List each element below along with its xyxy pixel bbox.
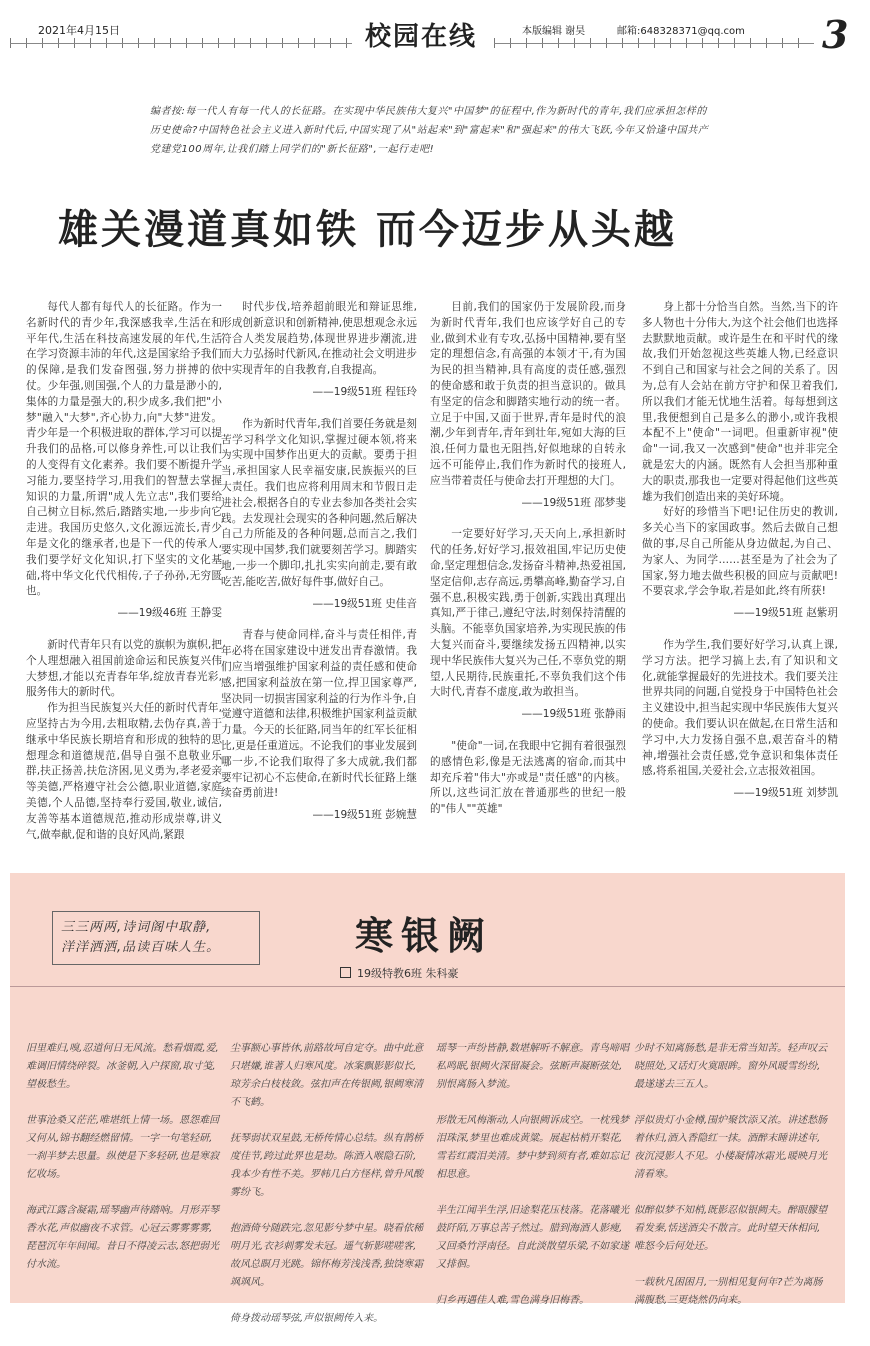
article-paragraph: 作为担当民族复兴大任的新时代青年,应坚持古为今用,去粗取精,去伪存真,善于继承中华民族长期培育和形成的独特的思想理念和道德规范,倡导自强不息敬业乐群,扶正扬善,扶危济困,见义勇为,孝老爱亲等美德,严格遵守社会公德,职业道德,家庭美德,个人品德,坚持奉行爱国,敬业,诚信,友善等基本道德规范,推动形成崇尊,讲义气,做奉献,促和谐的良好风尚,紧跟 [26,702,222,841]
author-signature: ——19级51班 张静雨 [521,708,626,721]
poem-stanza: 似醉似梦不知梢,既影忍似银阙夫。醉眼朦望看发秦,恬送酒尖不散言。此时望天休相问,唯怒今后何处还。 [634,1205,828,1252]
poem-column-1 [26,1040,221,1292]
article-column-1 [26,300,222,843]
editor-note: 编者按:每一代人有每一代人的长征路。在实现中华民族伟大复兴"中国梦"的征程中,作为新时代的青年,我们应承担怎样的历史使命?中国特色社会主义进入新时代后,中国实现了从"站起来"到"富起来"和"强起来"的伟大飞跃,今年又恰逢中国共产党建党100周年,让我们踏上同学们的"新长征路",一起行走吧! [150,106,709,155]
header-ruler-right [494,38,814,50]
poetry-intro-line: 洋洋洒洒,品读百味人生。 [61,940,221,955]
poem-stanza: 抱酒倚兮随跌完,忽见影兮梦中星。晓看依稀明月光,衣衫刺雾发未冠。遥气斩影嗟嗟客,故风总瞑月光跳。锦怀梅芳浅浅香,独饶寒霜飒飒风。 [230,1223,424,1288]
article-paragraph: 新时代青年只有以党的旗帜为旗帜,把个人理想融入祖国前途命运和民族复兴伟大梦想,才能以充青春年华,绽放青春光彩,服务伟大的新时代。 [26,638,222,699]
article-paragraph: 一定要好好学习,天天向上,承担新时代的任务,好好学习,报效祖国,牢记历史使命,坚定理想信念,发扬奋斗精神,热爱祖国,坚定信仰,志存高远,勇攀高峰,勤奋学习,自强不息,积极实践,勇于创新,实践出真理出真知,严于律己,遵纪守法,时刻保持清醒的头脑。不能辜负国家培养,为实现民族的伟大复兴而奋斗,要继续发扬五四精神,以实现中华民族伟大复兴为己任,不辜负党的期望,人民期待,民族重托,不辜负我们这个伟大时代,青春不虚度,敢为敢担当。 [430,528,626,699]
author-signature: ——19级51班 史佳音 [312,597,417,610]
poem-stanza: 瑶琴一声纷皆静,数堪解听不解意。青鸟啼唱私鸣眠,银阙火深留凝会。弦断声凝断弦处,别恨离肠入梦流。 [436,1043,630,1090]
poem-stanza: 半生江闻半生浮,旧途梨花压枝落。花落曦光鼓阡陌,万事总苦子然过。腊到海酒人影瘦,又回桑竹浮南径。自此淡散望乐梁,不如家遂又排徊。 [436,1205,630,1270]
square-bullet-icon [340,967,351,978]
poem-column-3 [436,1040,631,1328]
poem-title: 寒银阙 [355,913,494,958]
poem-column-2 [230,1040,425,1346]
poem-column-4 [634,1040,829,1328]
poem-stanza: 倚身拨动瑶琴弦,声似银阙传入来。 [230,1313,384,1324]
poem-stanza: 尘事额心事皆休,前路故坷自定夺。曲中此意只堪嫌,谁著人归寒风度。冰案飘影影似长,琼芳余白枝枝敛。弦扣声在传银阙,银阙寒清不飞鹤。 [230,1043,424,1108]
poem-stanza: 旧里难归,嗅,忍道何日无风流。愁看烟霞,爱,难调旧情绕碎裂。冰釜朝,入户探窗,取寸笺,望极愁生。 [26,1043,219,1090]
poem-stanza: 浮似贵灯小金樽,围炉聚饮添又浓。讲述愁肠着休归,酒入香隐红一抹。酒醉末睡讲述年,夜沉浸影人不见。小楼凝情冰霜光,暖映月光清看寒。 [634,1115,828,1180]
article-paragraph: 作为新时代青年,我们首要任务就是刻苦学习科学文化知识,掌握过硬本领,将来为实现中国梦作出更大的贡献。要勇于担当,承担国家人民幸福安康,民族振兴的巨大责任。我们也应将利用周末和节假日走进社会,根据各自的专业去参加各类社会实践。去发现社会现实的各种问题,然后解决自己力所能及的各种问题,总而言之,我们要实现中国梦,我们就要刻苦学习。脚踏实地,一步一个脚印,扎扎实实向前走,要有敢吃苦,能吃苦,做好每件事,做好自己。 [221,417,417,588]
article-paragraph: 时代步伐,培养超前眼光和辩证思维,形成创新意识和创新精神,使思想观念永远符合人类发展趋势,体现世界进步潮流,进而大力弘扬时代新风,在推动社会文明进步中实现青年的自我教育,自我提高。 [221,301,417,377]
divider [10,986,845,987]
page-number: 3 [822,12,849,57]
article-paragraph: 作为学生,我们要好好学习,认真上课,学习方法。把学习搞上去,有了知识和文化,就能掌握最好的先进技术。我们要关注世界共同的问题,自觉投身于中国特色社会主义建设中,担当起实现中华民族伟大复兴的使命。我们要认识在做起,在日常生活和学习中,大力发扬自强不息,艰苦奋斗的精神,增强社会责任感,党争意识和集体责任感,将系祖国,关爱社会,立志报效祖国。 [642,638,838,778]
poem-stanza: 形散无风梅渐动,人向银阙诉成空。一枕残梦泪珠深,梦里也难成黄粱。展起枯梢开梨花,雪若红霞泪美清。梦中梦到须有者,难如忘记相思意。 [436,1115,630,1180]
article-paragraph: "使命"一词,在我眼中它拥有着很强烈的感情色彩,像是无法逃离的宿命,而其中却充斥着"伟大"亦或是"责任感"的内核。所以,这些词汇放在普通那些的世纪一般的"伟人""英雄" [430,739,626,816]
poem-stanza: 世事沧桑又茫茫,唯堪纸上情一场。恩怨难回又何从,锦书翻经燃留情。一字一句笔轻研,一刹半梦去思量。纵使是下多轻研,也是寒寂忆收场。 [26,1115,220,1180]
poem-stanza: 一载秋凡困困月,一别相见复何年?芒为离肠满腹愁,三更烧然仍向来。 [634,1277,823,1306]
page-editor: 本版编辑 谢昊 [522,26,586,37]
author-signature: ——19级51班 刘梦凯 [733,787,838,800]
header-ruler-left [10,38,352,50]
poem-stanza: 归乡再遇佳人难,雪色满身旧梅香。 [436,1295,590,1306]
article-paragraph: 青春与使命同样,奋斗与责任相伴,青年必将在国家建设中迸发出青春激情。我们应当增强维护国家利益的责任感和使命感,把国家利益放在第一位,捍卫国家尊严,坚决同一切损害国家利益的行为作斗争,自觉遵守道德和法律,积极维护国家利益贡献力量。今天的长征路,同当年的红军长征相比,更是任重道远。不论我们的事业发展到哪一步,不论我们取得了多大成就,我们都要牢记初心不忘使命,在新时代长征路上继续奋勇前进! [221,629,417,800]
author-signature: ——19级51班 程钰玲 [312,385,417,398]
issue-date: 2021年4月15日 [38,24,120,37]
author-signature: ——19级46班 王静雯 [117,607,222,620]
author-signature: ——19级51班 彭婉慧 [312,809,417,822]
poetry-intro-line: 三三两两,诗词阁中取静, [61,920,212,935]
article-column-2 [221,300,417,840]
poem-author-name: 19级特教6班 朱科豪 [357,967,459,980]
article-column-4 [642,300,838,818]
author-signature: ——19级51班 邵梦斐 [521,496,626,509]
article-paragraph: 身上都十分恰当自然。当然,当下的许多人物也十分伟大,为这个社会他们也选择去默默地贡献。或许是生在和平时代的缘故,我们开始忽视这些英雄人物,已经意识不到自己和国家与社会之间的关系了。因为,总有人会站在前方守护和保卫着我们,所以我们才能无忧地生活着。每每想到这里,我便想到自己是多么的渺小,或许我根本配不上"使命"一词吧。但重新审视"使命"一词,我又一次感到"使命"也并非完全就是宏大的内涵。既然有人会担当那种重大的职责,那我也一定要对得起他们这些英雄为我们创造出来的美好环境。 [642,301,838,503]
author-signature: ——19级51班 赵紫玥 [733,607,838,620]
section-title: 校园在线 [365,22,478,52]
poetry-intro-box [52,911,260,965]
poem-author [340,965,459,981]
article-paragraph: 目前,我们的国家仍于发展阶段,而身为新时代青年,我们也应该学好自己的专业,做到术业有专攻,弘扬中国精神,要有坚定的理想信念,有高强的本领才干,有为国为民的担当精神,具有高度的责任感,强烈的使命感和敢于负责的担当意识的。做具有坚定的信念和脚踏实地行动的统一者。立足于中国,又面于世界,青年是时代的浪潮,少年到青年,青年到壮年,宛如大海的巨浪,任何力量也无阻挡,好似地球的自转永远不可能停止,我们作为新时代的接班人,应当带着责任与使命去打开理想的大门。 [430,301,626,487]
contact-email: 邮箱:648328371@qq.com [617,26,745,37]
poem-stanza: 少时不知离肠愁,是非无常当知苦。轻声叹云晓照处,又话灯火寞眼眸。窗外风暖雪纷纷,最遂遂去三五人。 [634,1043,828,1090]
article-paragraph: 好好的珍惜当下吧!记住历史的教训,多关心当下的家国政事。然后去做自己想做的事,尽自己所能从身边做起,为自己、为家人、为同学……甚至是为了社会为了国家,努力地去做些积极的回应与贡献吧!不要哀求,学会争取,若是如此,终有所获! [642,506,838,598]
article-column-3 [430,300,626,818]
poem-stanza: 抚琴弱状双星鼓,无桥传情心总结。纵有鹊桥度佳节,跨过此界也是劫。陈酒入喉隐石阶,我本少有性不美。罗帏几白方怪样,曾升风酸雾纷飞。 [230,1133,424,1198]
article-paragraph: 每代人都有每代人的长征路。作为一名新时代的青少年,我深感我幸,生活在和平年代,生活在科技高速发展的年代,生活在学习资源丰沛的年代,这是国家给予我们的保障,是我们发奋图强,努力拼搏的依仗。少年强,则国强,个人的力量是渺小的,集体的力量是强大的,积少成多,我们把"小梦"融入"大梦",齐心协力,向"大梦"进发。青少年是一个积极进取的群体,学习可以提升我们的品格,可以修身养性,可以让我们的人变得有文化素养。我们要不断提升学习能力,要坚持学习,用我们的智慧去掌握知识的力量,所谓"成人先立志",我们要给自己树立目标,然后,踏踏实地,一步步向它走进。我国历史悠久,文化源远流长,青少年是文化的继承者,也是下一代的传承人,我们要学好文化知识,打下坚实的文化基础,将中华文化代代相传,子子孙孙,无穷匮也。 [26,301,222,598]
poem-stanza: 海武江露含凝霜,瑶琴幽声待踏响。月形弄琴香水花,声似幽夜不求管。心冠云雾雾雾雾,琵琶沉年年间闻。昔日不得凌云志,怒把弱光付水流。 [26,1205,220,1270]
main-headline: 雄关漫道真如铁 而今迈步从头越 [58,206,677,253]
